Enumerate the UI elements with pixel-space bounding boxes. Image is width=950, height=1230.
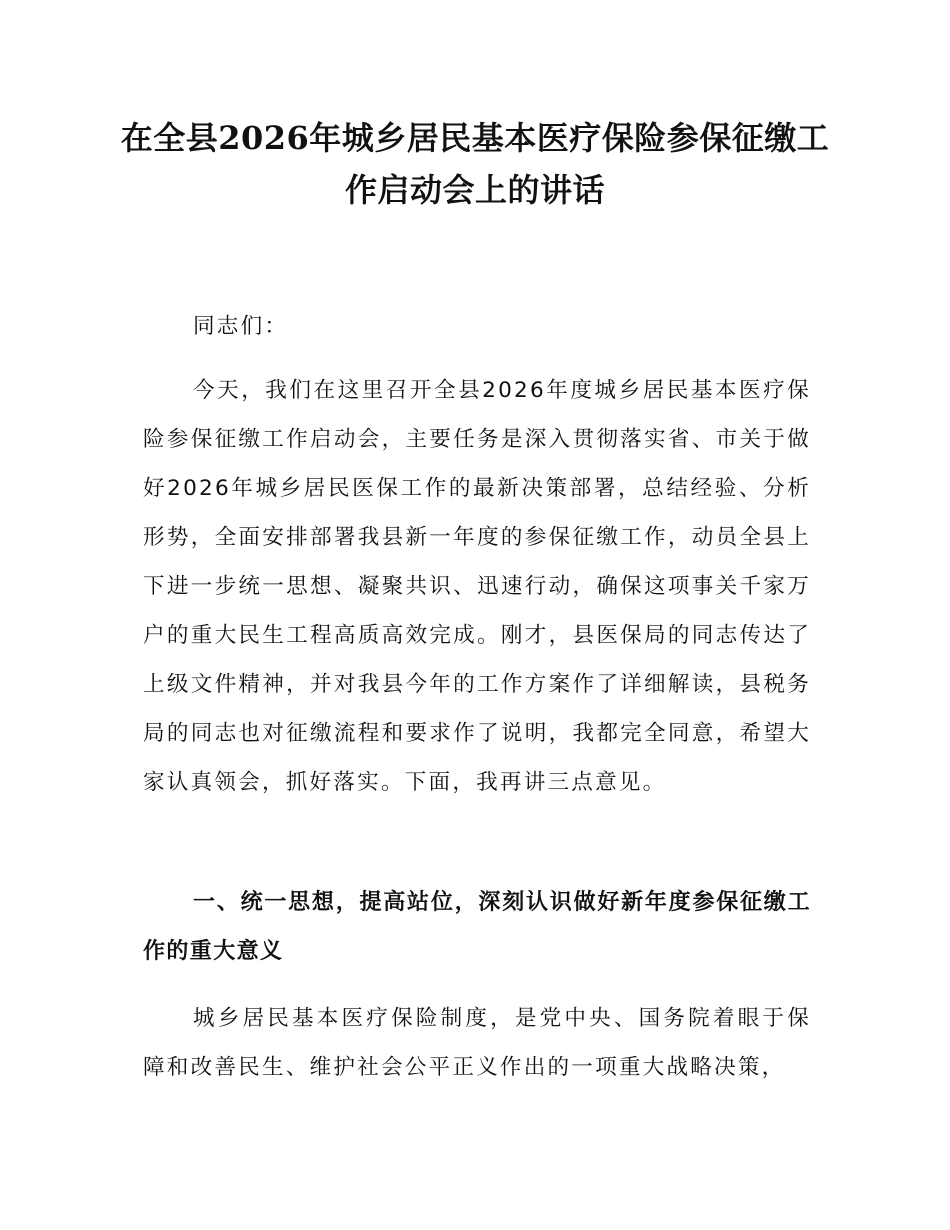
salutation: 同志们： xyxy=(193,314,289,339)
section-1-paragraph: 城乡居民基本医疗保险制度，是党中央、国务院着眼于保障和改善民生、维护社会公平正义作出的一项重大战略决策， xyxy=(143,1006,811,1080)
section-heading-1: 一、统一思想，提高站位，深刻认识做好新年度参保征缴工作的重大意义 xyxy=(143,890,811,964)
document-title: 在全县2026年城乡居民基本医疗保险参保征缴工作启动会上的讲话 xyxy=(120,119,830,209)
opening-paragraph: 今天，我们在这里召开全县2026年度城乡居民基本医疗保险参保征缴工作启动会，主要任务是深入贯彻落实省、市关于做好2026年城乡居民医保工作的最新决策部署，总结经验、分析形势，全面安排部署我县新一年度的参保征缴工作，动员全县上下进一步统一思想、凝聚共识、迅速行动，确保这项事关千家万户的重大民生工程高质高效完成。刚才，县医保局的同志传达了上级文件精神，并对我县今年的工作方案作了详细解读，县税务局的同志也对征缴流程和要求作了说明，我都完全同意，希望大家认真领会，抓好落实。下面，我再讲三点意见。 xyxy=(143,378,811,795)
